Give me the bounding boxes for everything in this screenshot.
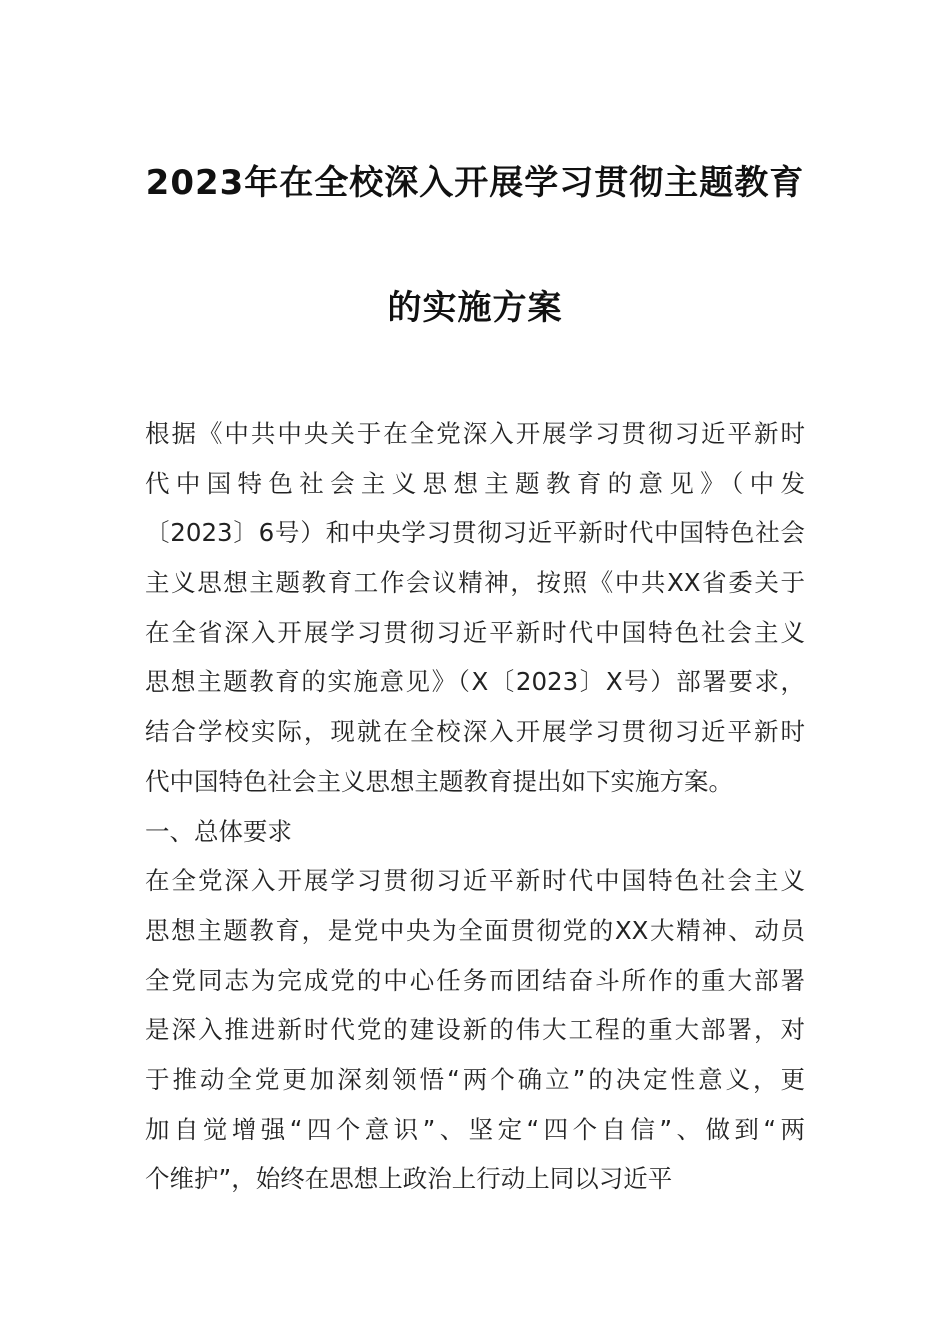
paragraph-1-line-7: 结合学校实际，现就在全校深入开展学习贯彻习近平新时: [145, 717, 805, 746]
paragraph-2-line-2: 思想主题教育，是党中央为全面贯彻党的XX大精神、动员: [145, 916, 805, 945]
paragraph-1-line-5: 在全省深入开展学习贯彻习近平新时代中国特色社会主义: [145, 618, 805, 647]
paragraph-1-line-4: 主义思想主题教育工作会议精神，按照《中共XX省委关于: [145, 568, 805, 597]
paragraph-1-line-8: 代中国特色社会主义思想主题教育提出如下实施方案。: [145, 767, 733, 796]
paragraph-2-line-1: 在全党深入开展学习贯彻习近平新时代中国特色社会主义: [145, 866, 805, 895]
paragraph-2-line-6: 加自觉增强“四个意识”、坚定“四个自信”、做到“两: [145, 1115, 805, 1144]
paragraph-2-line-7: 个维护”，始终在思想上政治上行动上同以习近平: [145, 1164, 673, 1193]
paragraph-2-line-3: 全党同志为完成党的中心任务而团结奋斗所作的重大部署: [145, 966, 805, 995]
paragraph-1-line-2: 代中国特色社会主义思想主题教育的意见》（中发: [145, 469, 805, 498]
paragraph-1-line-3: 〔2023〕6号）和中央学习贯彻习近平新时代中国特色社会: [145, 518, 805, 547]
paragraph-1-line-1: 根据《中共中央关于在全党深入开展学习贯彻习近平新时: [145, 419, 805, 448]
paragraph-2-line-5: 于推动全党更加深刻领悟“两个确立”的决定性意义，更: [145, 1065, 805, 1094]
document-title-line-2: 的实施方案: [387, 288, 563, 328]
paragraph-2-line-4: 是深入推进新时代党的建设新的伟大工程的重大部署，对: [145, 1015, 805, 1044]
section-1-heading: 一、总体要求: [145, 817, 292, 846]
document-title-line-1: 2023年在全校深入开展学习贯彻主题教育: [145, 163, 805, 203]
paragraph-1-line-6: 思想主题教育的实施意见》（X〔2023〕X号）部署要求，: [145, 667, 805, 696]
